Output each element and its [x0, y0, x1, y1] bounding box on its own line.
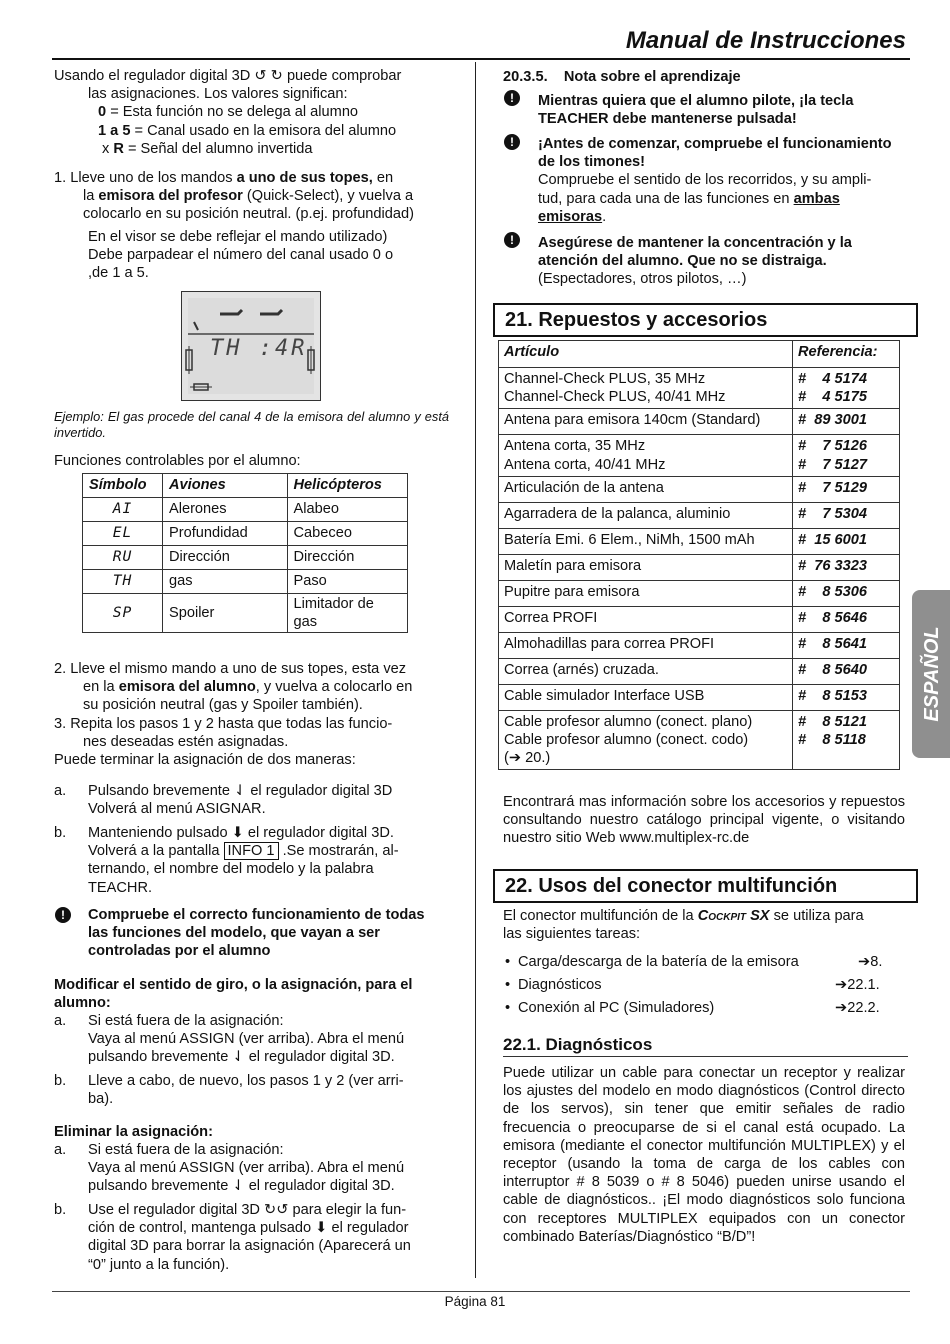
- table-row: [499, 502, 900, 528]
- table-cell: Alabeo: [287, 498, 407, 522]
- table-cell: Paso: [287, 570, 407, 594]
- article-cell: Articulación de la antena: [499, 476, 793, 502]
- table-row: [83, 594, 408, 633]
- article-cell: Agarradera de la palanca, aluminio: [499, 502, 793, 528]
- article-cell: Antena para emisora 140cm (Standard): [499, 409, 793, 435]
- table-cell: Profundidad: [162, 522, 287, 546]
- table-row: [83, 546, 408, 570]
- value-1-5: 1 a 5 = Canal usado en la emisora del alumno: [98, 122, 397, 139]
- intro-text: [54, 67, 449, 158]
- list-item: • Carga/descarga de la batería de la emisora ➔8.: [505, 954, 883, 970]
- modify-option-a: a. Si está fuera de la asignación: Vaya al menú ASSIGN (ver arriba). Abra el menú pulsando brevemente ⇃ el regulador digital 3D.: [54, 1013, 405, 1066]
- header-rule: [52, 58, 910, 60]
- table-cell: gas: [162, 570, 287, 594]
- list-item: • Conexión al PC (Simuladores) ➔22.2.: [505, 1000, 880, 1016]
- table-cell: Cabeceo: [287, 522, 407, 546]
- reference-cell: # 15 6001: [793, 528, 900, 554]
- table-row: [499, 368, 900, 409]
- th-article: Artículo: [499, 341, 793, 368]
- warning-icon: !: [504, 232, 520, 248]
- list-item: • Diagnósticos ➔22.1.: [505, 977, 880, 993]
- value-0: 0 = Esta función no se delega al alumno: [98, 104, 359, 121]
- note-teacher-key: Mientras quiera que el alumno pilote, ¡la tecla TEACHER debe mantenerse pulsada!: [538, 93, 854, 128]
- step-1-line-6: ,de 1 a 5.: [88, 265, 149, 282]
- value-r: x R = Señal del alumno invertida: [102, 140, 313, 157]
- table-row: [83, 570, 408, 594]
- article-cell: Pupitre para emisora: [499, 580, 793, 606]
- steps-2-3: [54, 660, 449, 769]
- table-row: [499, 710, 900, 770]
- step-1-line-5: Debe parpadear el número del canal usado 0 o: [88, 246, 394, 263]
- article-cell: Batería Emi. 6 Elem., NiMh, 1500 mAh: [499, 528, 793, 554]
- article-cell: Correa (arnés) cruzada.: [499, 658, 793, 684]
- table-row: [499, 684, 900, 710]
- table-row: [83, 498, 408, 522]
- step-2-line-3: su posición neutral (gas y Spoiler también).: [83, 697, 363, 714]
- end-option-b: b. Manteniendo pulsado ⬇ el regulador digital 3D. Volverá a la pantalla INFO 1 .Se mostrarán, al- ternando, el nombre del modelo y la palabra TEACHR.: [54, 825, 399, 896]
- article-cell: Correa PROFI: [499, 606, 793, 632]
- section-21-heading: 21. Repuestos y accesorios: [493, 303, 918, 337]
- reference-cell: # 8 5121 # 8 5118: [793, 710, 900, 770]
- th-aviones: Aviones: [162, 474, 287, 498]
- warning-icon: !: [55, 907, 71, 923]
- reference-cell: # 8 5641: [793, 632, 900, 658]
- section-20-3-5-heading: 20.3.5. Nota sobre el aprendizaje: [503, 69, 741, 85]
- reference-cell: # 4 5174 # 4 5175: [793, 368, 900, 409]
- step-1-line-4: En el visor se debe reflejar el mando utilizado): [88, 228, 388, 245]
- reference-cell: # 8 5306: [793, 580, 900, 606]
- section-22-heading: 22. Usos del conector multifunción: [493, 869, 918, 903]
- table-cell: Limitador de gas: [287, 594, 407, 633]
- symbol-cell: SP: [83, 594, 163, 633]
- table-cell: Spoiler: [162, 594, 287, 633]
- section-22-intro: El conector multifunción de la Cockpit SX se utiliza para las siguientes tareas:: [503, 908, 864, 943]
- step-1: [54, 169, 449, 282]
- step-2-line-2: en la emisora del alumno, y vuelva a colocarlo en: [83, 679, 413, 696]
- table-row: [499, 580, 900, 606]
- article-cell: Channel-Check PLUS, 35 MHz Channel-Check PLUS, 40/41 MHz: [499, 368, 793, 409]
- delete-option-b: b. Use el regulador digital 3D ↻↺ para elegir la fun- ción de control, mantenga pulsado ⬇ el regulador digital 3D para borrar la asignación (Aparecerá un “0” junto a la función).: [54, 1202, 411, 1273]
- reference-cell: # 76 3323: [793, 554, 900, 580]
- step-3-line-2: nes deseadas estén asignadas.: [83, 733, 289, 750]
- student-functions-table: [82, 473, 408, 633]
- symbol-cell: RU: [83, 546, 163, 570]
- page-number: Página 81: [444, 1294, 506, 1309]
- table-row: [499, 435, 900, 476]
- table-row: [83, 522, 408, 546]
- table-row: [499, 632, 900, 658]
- figure-caption: Ejemplo: El gas procede del canal 4 de la emisora del alumno y está invertido.: [54, 409, 449, 440]
- reference-cell: # 7 5126 # 7 5127: [793, 435, 900, 476]
- step-1-line-1: 1. Lleve uno de los mandos a uno de sus topes, en: [54, 170, 394, 186]
- step-2-line-1: 2. Lleve el mismo mando a uno de sus topes, esta vez: [54, 661, 407, 677]
- reference-cell: # 89 3001: [793, 409, 900, 435]
- parts-table: [498, 340, 900, 770]
- reference-cell: # 7 5304: [793, 502, 900, 528]
- table-header-row: [83, 474, 408, 498]
- column-divider: [475, 62, 476, 1278]
- table-row: [499, 476, 900, 502]
- article-cell: Maletín para emisora: [499, 554, 793, 580]
- intro-line-2: las asignaciones. Los valores significan:: [88, 86, 348, 103]
- lcd-display-image: [181, 291, 321, 401]
- article-cell: Cable profesor alumno (conect. plano) Cable profesor alumno (conect. codo) (➔ 20.): [499, 710, 793, 770]
- symbol-cell: EL: [83, 522, 163, 546]
- th-helicopteros: Helicópteros: [287, 474, 407, 498]
- end-option-a: a. Pulsando brevemente ⇃ el regulador digital 3D Volverá al menú ASIGNAR.: [54, 783, 393, 818]
- reference-cell: # 8 5646: [793, 606, 900, 632]
- symbol-cell: AI: [83, 498, 163, 522]
- table-cell: Alerones: [162, 498, 287, 522]
- table-cell: Dirección: [162, 546, 287, 570]
- th-symbol: Símbolo: [83, 474, 163, 498]
- step-3-line-1: 3. Repita los pasos 1 y 2 hasta que todas las funcio-: [54, 715, 393, 732]
- info-1-box: INFO 1: [224, 842, 279, 860]
- warning-icon: !: [504, 134, 520, 150]
- functions-intro: Funciones controlables por el alumno:: [54, 453, 301, 469]
- table-row: [499, 658, 900, 684]
- modify-heading: Modificar el sentido de giro, o la asignación, para el alumno:: [54, 977, 413, 1012]
- step-1-line-3: colocarlo en su posición neutral. (p.ej. profundidad): [83, 206, 414, 223]
- reference-cell: # 8 5640: [793, 658, 900, 684]
- modify-option-b: b. Lleve a cabo, de nuevo, los pasos 1 y 2 (ver arri- ba).: [54, 1073, 404, 1108]
- warning-check-functions: Compruebe el correcto funcionamiento de todas las funciones del modelo, que vayan a ser controladas por el alumno: [88, 907, 425, 960]
- note-concentration: Asegúrese de mantener la concentración y la atención del alumno. Que no se distraiga. (Espectadores, otros pilotos, …): [538, 235, 852, 288]
- delete-option-a: a. Si está fuera de la asignación: Vaya al menú ASSIGN (ver arriba). Abra el menú pulsando brevemente ⇃ el regulador digital 3D.: [54, 1142, 405, 1195]
- lcd-text: TH :4R: [210, 336, 308, 361]
- uses-list: [503, 953, 905, 1022]
- language-tab: [912, 590, 950, 758]
- table-row: [499, 554, 900, 580]
- step-1-line-2: la emisora del profesor (Quick-Select), y vuelva a: [83, 188, 414, 205]
- symbol-cell: TH: [83, 570, 163, 594]
- intro-line-1: Usando el regulador digital 3D ↺ ↻ puede comprobar: [54, 68, 402, 84]
- note-check-servos: ¡Antes de comenzar, compruebe el funcionamiento de los timones! Compruebe el sentido de los recorridos, y su ampli- tud, para cada una de las funciones en ambas emisoras.: [538, 136, 892, 225]
- delete-heading: Eliminar la asignación:: [54, 1124, 213, 1140]
- table-row: [499, 606, 900, 632]
- table-row: [499, 528, 900, 554]
- article-cell: Almohadillas para correa PROFI: [499, 632, 793, 658]
- table-row: [499, 409, 900, 435]
- reference-cell: # 8 5153: [793, 684, 900, 710]
- end-intro: Puede terminar la asignación de dos maneras:: [54, 752, 356, 769]
- reference-cell: # 7 5129: [793, 476, 900, 502]
- diagnostics-text: Puede utilizar un cable para conectar un receptor y realizar los ajustes del modelo en modo diagnósticos (Control directo de los servos), sin tener que emitir señales de radio frecuencia o preocuparse de si el canal está ocupado. La emisora (mediante el conector multifunción MULTIPLEX) y el receptor (usando la toma de carga de los cables con interruptor # 8 5039 o # 8 5046) pueden unirse usando el cable de diagnósticos.. ¡El modo diagnósticos solo funciona con receptores MULTIPLEX equipados con un conector combinado Baterías/Diagnóstico “B/D”!: [503, 1065, 905, 1245]
- section-22-1-heading: 22.1. Diagnósticos: [503, 1036, 908, 1057]
- th-reference: Referencia:: [793, 341, 900, 368]
- page-header-title: Manual de Instrucciones: [625, 27, 906, 54]
- warning-icon: !: [504, 90, 520, 106]
- table-header-row: [499, 341, 900, 368]
- language-tab-label: ESPAÑOL: [920, 626, 943, 722]
- article-cell: Antena corta, 35 MHz Antena corta, 40/41 MHz: [499, 435, 793, 476]
- article-cell: Cable simulador Interface USB: [499, 684, 793, 710]
- more-info-text: Encontrará mas información sobre los accesorios y repuestos consultando nuestro catálogo principal vigente, o visitando nuestro sitio Web www.multiplex-rc.de: [503, 794, 905, 847]
- footer-rule: [52, 1291, 910, 1292]
- table-cell: Dirección: [287, 546, 407, 570]
